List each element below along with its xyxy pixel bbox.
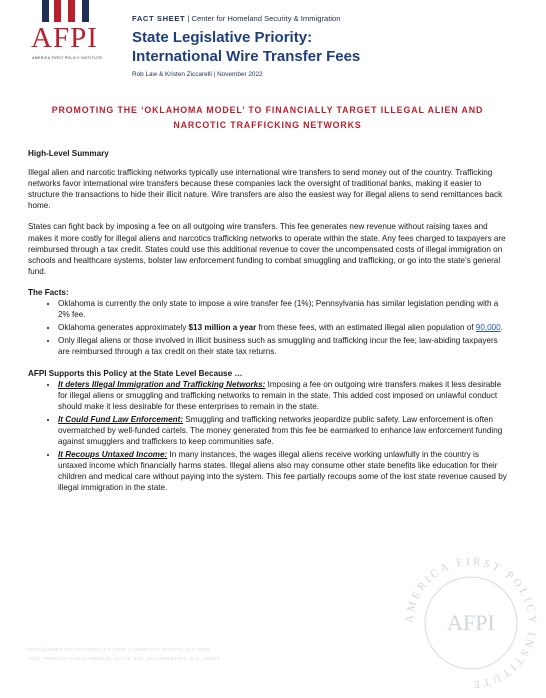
footer-address: 1001 PENNSYLVANIA AVENUE, SUITE 530, WASHINGTON, D.C. 20004 — [28, 657, 221, 662]
summary-heading: High-Level Summary — [28, 149, 109, 158]
afpi-seal-watermark — [396, 548, 546, 698]
supports-heading: AFPI Supports this Policy at the State Level Because … — [28, 368, 243, 378]
list-item: • Only illegal aliens or those involved in illicit business such as smuggling and trafficking incur the fee; law-abiding taxpayers are reimbursed through a tax credit on their state tax returns. — [58, 335, 508, 357]
population-link[interactable]: 90,000 — [475, 323, 501, 333]
banner-line-1: PROMOTING THE ‘OKLAHOMA MODEL’ TO FINANCIALLY TARGET ILLEGAL ALIEN AND — [51, 105, 484, 115]
seal-ring-text: AMERICA FIRST POLICY INSTITUTE — [403, 555, 539, 691]
list-item — [58, 414, 508, 447]
summary-paragraph-1: Illegal alien and narcotic trafficking networks typically use international wire transfers to send money out of the country. Trafficking networks favor international wire transfers because these companies lack the oversight of traditional banks, making it easier to structure the transactions to hide their illicit nature. Wire transfers are also the easiest way for illegal aliens to send remittances back home. — [28, 168, 503, 211]
reason-title: It Could Fund Law Enforcement: — [58, 414, 184, 424]
logo-stripe — [42, 0, 49, 22]
reason-text: Smuggling and trafficking networks jeopardize public safety. Law enforcement is often overmatched by well-funded cartels. The money generated from this fee be earmarked to enhance law enforcement funding against smugglers and traffickers to keep communities safe. — [58, 414, 503, 447]
logo-wordmark: AFPI — [31, 22, 98, 54]
reason-title: It deters Illegal Immigration and Trafficking Networks: — [58, 379, 266, 389]
banner-heading — [50, 103, 485, 133]
reason-text: In many instances, the wages illegal aliens receive working unlawfully in the country is untaxed income which financially harms states. Illegal aliens also may consume other state benefits like education for their children and medical care without paying into the system. This fee partially recoups some of the lost state revenue caused by illegal immigration in the state. — [58, 450, 507, 493]
fact-text: Oklahoma generates approximately — [58, 323, 189, 333]
title-line-1: State Legislative Priority: — [132, 29, 313, 46]
seal-center-text: AFPI — [447, 610, 495, 635]
reason-title: It Recoups Untaxed Income: — [58, 450, 168, 460]
fact-text: . — [500, 323, 503, 333]
center-name: Center for Homeland Security & Immigration — [191, 14, 341, 23]
facts-list — [28, 298, 508, 357]
supports-list — [28, 379, 508, 494]
document-body — [28, 148, 508, 496]
footer — [28, 646, 220, 664]
doc-type-line — [132, 14, 340, 23]
banner-line-2: NARCOTIC TRAFFICKING NETWORKS — [173, 120, 362, 130]
fact-text: from these fees, with an estimated illegal alien population of — [256, 323, 476, 333]
summary-paragraph-2: States can fight back by imposing a fee on all outgoing wire transfers. This fee generates new revenue without raising taxes and makes it more costly for illegal aliens and narcotics trafficking networks to operate within the state. Any fees charged to taxpayers are reimbursed through a tax credit. States could use this additional revenue to cover the uncompensated costs of illegal immigration on schools and healthcare systems, bolster law enforcement funding to combat smuggling and trafficking, or go into the state’s general fund. — [28, 222, 506, 276]
reason-text: Imposing a fee on outgoing wire transfers makes it less desirable for illegal aliens or smuggling and trafficking networks to remain in the state. This added cost imposed on unlawful conduct should make it less desirable for these enterprises to remain in the state. — [58, 379, 502, 411]
authors-line: Rob Law & Kristen Ziccarelli | November 2022 — [132, 71, 263, 78]
logo-stripe — [82, 0, 89, 22]
list-item — [58, 379, 508, 412]
revenue-figure: $13 million a year — [188, 323, 257, 333]
logo-stripe — [68, 0, 75, 22]
page-title — [132, 28, 360, 66]
logo-subtitle: AMERICA FIRST POLICY INSTITUTE — [32, 56, 103, 60]
afpi-logo — [28, 0, 118, 70]
separator: | — [187, 14, 190, 23]
list-item: • Oklahoma is currently the only state to impose a wire transfer fee (1%); Pennsylvania has similar legislation pending with a 2% fee. — [58, 298, 508, 320]
list-item — [58, 449, 508, 493]
list-item — [58, 322, 508, 333]
logo-stripe — [54, 0, 61, 22]
doc-type: FACT SHEET — [132, 14, 186, 23]
title-line-2: International Wire Transfer Fees — [132, 48, 361, 65]
footer-contact: INFO@AMERICAFIRSTPOLICY.COM | AMERICAFIRSTPOLICY.COM — [28, 648, 210, 653]
facts-heading: The Facts: — [28, 287, 69, 297]
